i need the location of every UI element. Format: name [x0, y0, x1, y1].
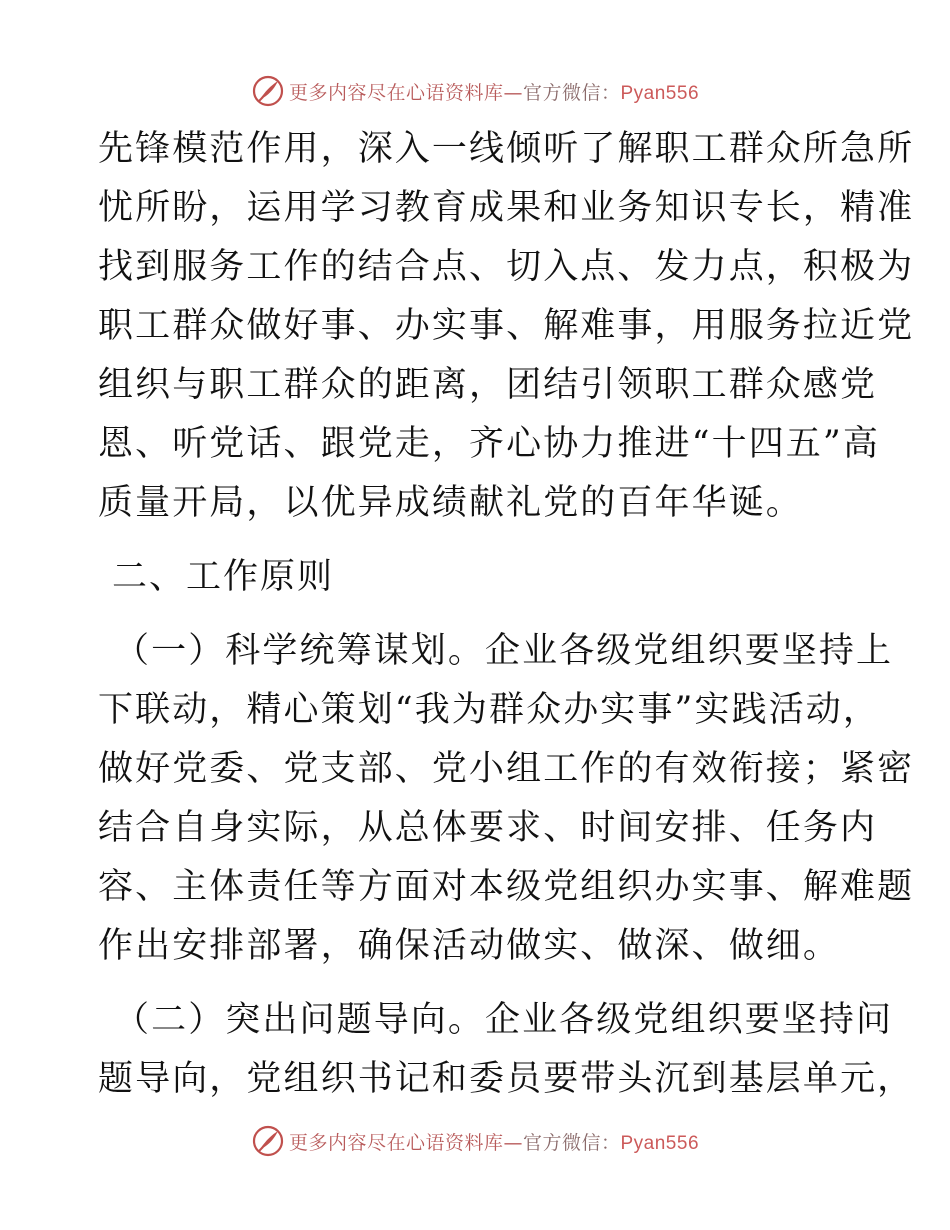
watermark-label: 官方微信： — [522, 81, 621, 104]
watermark-dash: — — [503, 1131, 523, 1154]
text-line: （一）科学统筹谋划。企业各级党组织要坚持上 — [114, 631, 894, 671]
text-line: 题导向，党组织书记和委员要带头沉到基层单元， — [98, 1059, 915, 1099]
watermark-site: 更多内容尽在心语资料库 — [288, 81, 504, 104]
text-line: 容、主体责任等方面对本级党组织办实事、解难题 — [98, 867, 915, 907]
text-line: 结合自身实际，从总体要求、时间安排、任务内 — [98, 808, 878, 848]
text-line: 恩、听党话、跟党走，齐心协力推进“十四五”高 — [98, 424, 880, 464]
text-line: 作出安排部署，确保活动做实、做深、做细。 — [98, 926, 841, 966]
text-line: 组织与职工群众的距离，团结引领职工群众感党 — [98, 365, 878, 405]
header-watermark — [0, 74, 950, 108]
watermark-label: 官方微信： — [522, 1131, 621, 1154]
document-body — [98, 120, 915, 1109]
section-heading: 二、工作原则 — [112, 557, 335, 597]
paragraph-3 — [98, 991, 915, 1109]
text-line: 下联动，精心策划“我为群众办实事”实践活动， — [98, 690, 880, 730]
text-line: 做好党委、党支部、党小组工作的有效衔接；紧密 — [98, 749, 915, 789]
footer-watermark — [0, 1124, 950, 1158]
feather-pen-logo-icon — [251, 1124, 285, 1158]
text-line: 找到服务工作的结合点、切入点、发力点，积极为 — [98, 247, 915, 287]
watermark-site: 更多内容尽在心语资料库 — [288, 1131, 504, 1154]
text-line: 职工群众做好事、办实事、解难事，用服务拉近党 — [98, 306, 915, 346]
watermark-id: Pyan556 — [620, 1132, 700, 1154]
text-line: （二）突出问题导向。企业各级党组织要坚持问 — [114, 1000, 894, 1040]
feather-pen-logo-icon — [251, 74, 285, 108]
watermark-text — [289, 1128, 699, 1155]
paragraph-2 — [98, 622, 915, 976]
text-line: 质量开局，以优异成绩献礼党的百年华诞。 — [98, 483, 803, 523]
text-line: 先锋模范作用，深入一线倾听了解职工群众所急所 — [98, 129, 915, 169]
watermark-id: Pyan556 — [620, 82, 700, 104]
watermark-dash: — — [503, 81, 523, 104]
text-line: 忧所盼，运用学习教育成果和业务知识专长，精准 — [98, 188, 915, 228]
watermark-text — [289, 78, 699, 105]
paragraph-1 — [98, 120, 915, 533]
